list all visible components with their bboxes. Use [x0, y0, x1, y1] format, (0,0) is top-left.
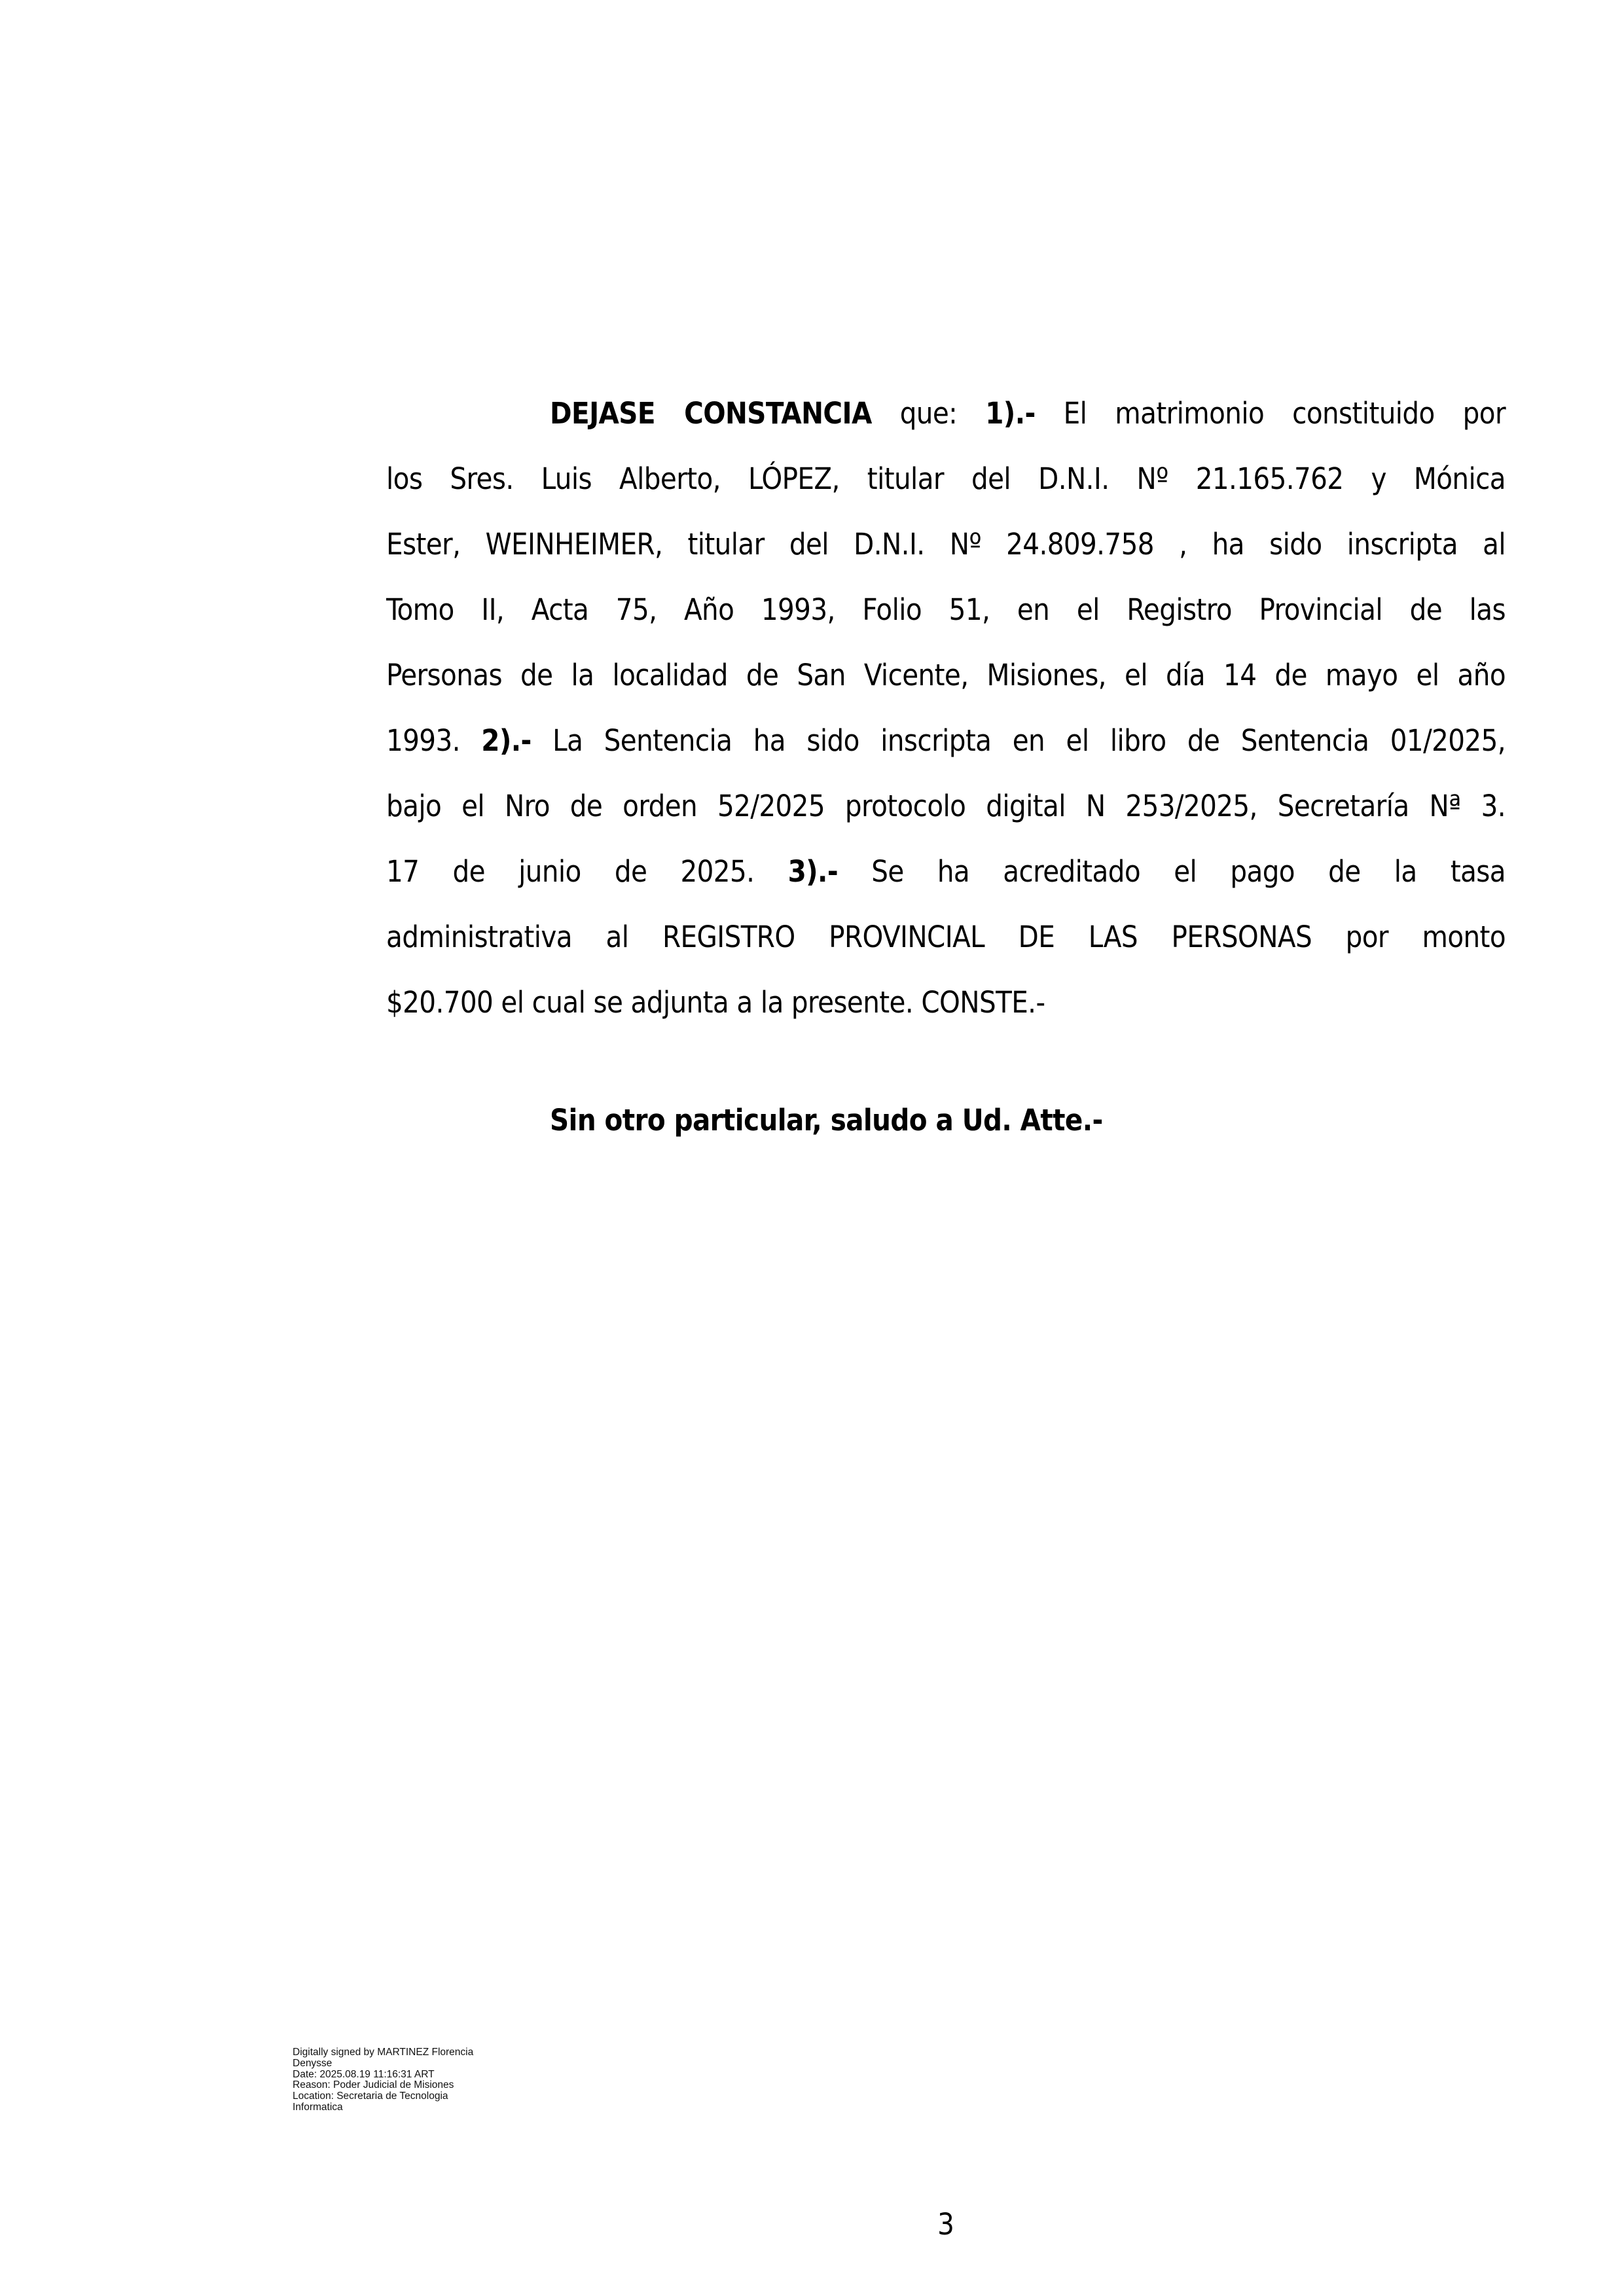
text-run: $20.700 el cual se adjunta a la presente. CONSTE.- — [386, 985, 1045, 1020]
bold-run: 2).- — [481, 723, 532, 758]
paragraph-line — [386, 643, 1506, 708]
text-run: Ester, WEINHEIMER, titular del D.N.I. Nº 24.809.758 , ha sido inscripta al — [386, 527, 1506, 562]
signature-line: Location: Secretaria de Tecnologia — [293, 2090, 448, 2102]
text-run: 17 de junio de 2025. — [386, 854, 788, 889]
bold-run: 3).- — [787, 854, 839, 889]
text-run: El matrimonio constituido por — [1035, 396, 1506, 431]
paragraph-line — [386, 708, 1506, 774]
signature-line: Digitally signed by MARTINEZ Florencia — [293, 2047, 474, 2058]
bold-run: 1).- — [985, 396, 1036, 431]
signature-line: Denysse — [293, 2057, 333, 2069]
text-run: bajo el Nro de orden 52/2025 protocolo digital N 253/2025, Secretaría Nª 3. — [386, 789, 1506, 823]
text-run: los Sres. Luis Alberto, LÓPEZ, titular del D.N.I. Nº 21.165.762 y Mónica — [386, 461, 1506, 496]
text-run: 1993. — [386, 723, 482, 758]
text-run: administrativa al REGISTRO PROVINCIAL DE LAS PERSONAS por monto — [386, 920, 1506, 954]
text-run: Personas de la localidad de San Vicente, Misiones, el día 14 de mayo el año — [386, 658, 1506, 692]
text-run: Tomo II, Acta 75, Año 1993, Folio 51, en el Registro Provincial de las — [386, 592, 1506, 627]
digital-signature-block — [293, 2047, 515, 2113]
bold-run: DEJASE CONSTANCIA — [550, 396, 872, 431]
page-number: 3 — [937, 2207, 954, 2242]
paragraph-line — [386, 774, 1506, 839]
text-run: Se ha acreditado el pago de la tasa — [838, 854, 1506, 889]
paragraph-line — [386, 970, 1506, 1035]
paragraph-line — [386, 512, 1506, 577]
closing-salutation: Sin otro particular, saludo a Ud. Atte.- — [550, 1103, 1103, 1138]
signature-line: Reason: Poder Judicial de Misiones — [293, 2079, 454, 2091]
signature-line: Informatica — [293, 2101, 343, 2113]
body-paragraph — [386, 381, 1506, 1153]
text-run: La Sentencia ha sido inscripta en el libro de Sentencia 01/2025, — [531, 723, 1506, 758]
paragraph-line — [386, 446, 1506, 512]
paragraph-line — [386, 839, 1506, 905]
paragraph-line — [386, 905, 1506, 970]
paragraph-line — [386, 577, 1506, 643]
text-run: que: — [871, 396, 986, 431]
paragraph-line — [386, 381, 1506, 446]
signature-line: Date: 2025.08.19 11:16:31 ART — [293, 2068, 435, 2080]
